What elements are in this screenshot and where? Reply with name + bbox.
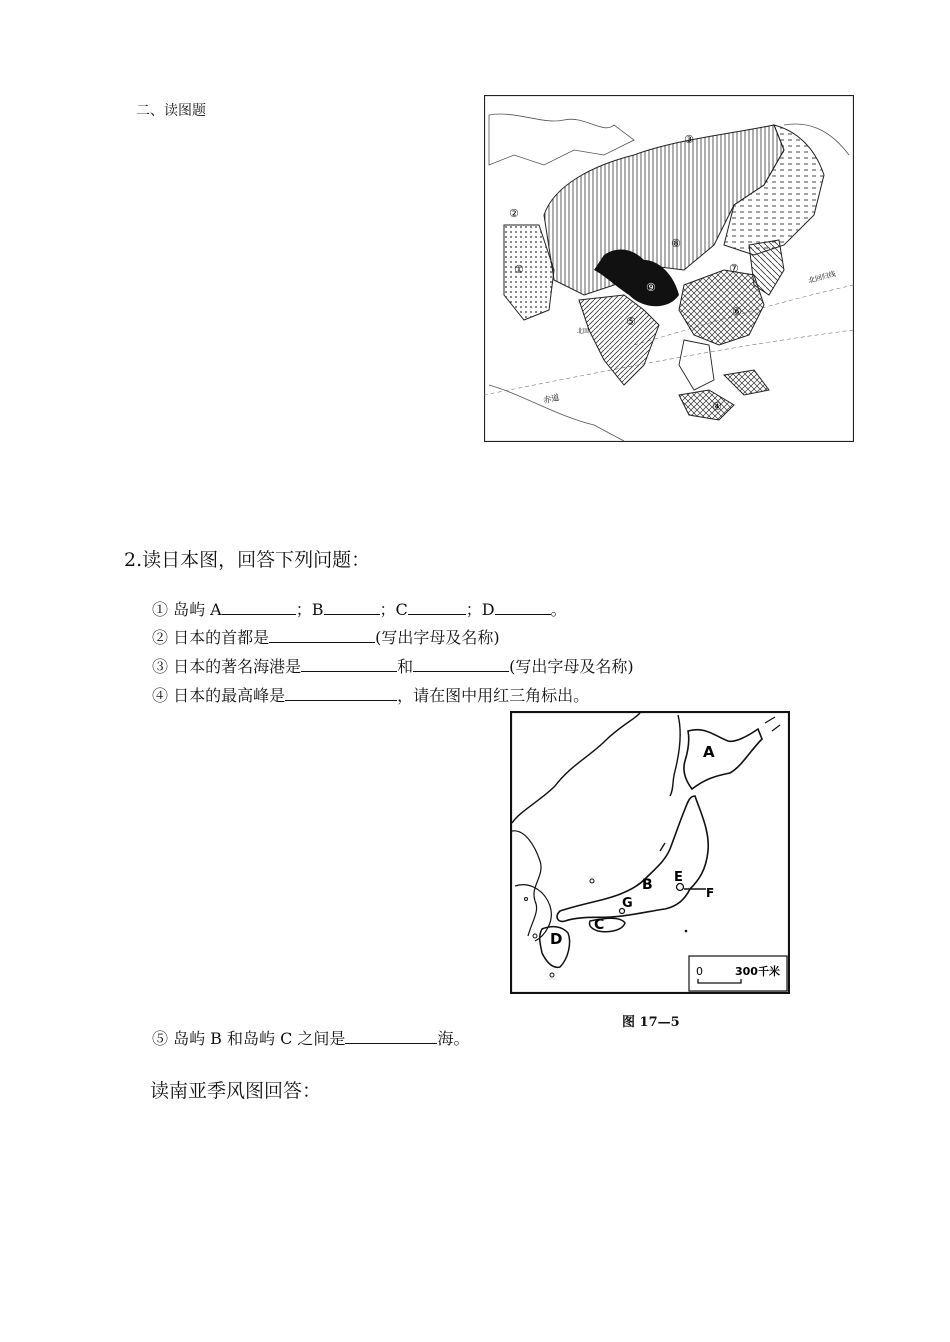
zone-label: ③ (684, 133, 694, 146)
answer-blank-peak[interactable] (285, 686, 397, 701)
answer-blank-a[interactable] (222, 600, 296, 615)
scale-label: 300千米 (735, 965, 780, 978)
answer-blank-capital[interactable] (269, 628, 375, 643)
tropic-label: 北回归线 (807, 269, 837, 285)
island-label-a: A (703, 743, 715, 761)
answer-blank-sea[interactable] (345, 1029, 437, 1044)
question-item-4: ④ 日本的最高峰是 ，请在图中用红三角标出。 (152, 686, 590, 705)
city-label-f: F (706, 886, 715, 900)
zone-label: ④ (712, 400, 722, 413)
asia-climate-map (484, 95, 854, 442)
zone-label: ⑥ (732, 305, 742, 318)
answer-blank-d[interactable] (495, 600, 551, 615)
zone-label: ⑨ (646, 281, 656, 294)
island-label-b: B (642, 877, 653, 893)
question-item-1: ① 岛屿 A ；B ；C ；D 。 (152, 600, 567, 619)
japan-map (510, 711, 790, 994)
answer-blank-b[interactable] (324, 600, 380, 615)
answer-blank-c[interactable] (408, 600, 466, 615)
zone-label: ① (514, 263, 524, 276)
answer-blank-port-2[interactable] (413, 657, 509, 672)
question-item-3: ③ 日本的著名海港是 和 (写出字母及名称) (152, 657, 634, 676)
section-title: 二、读图题 (136, 103, 206, 119)
scale-zero: 0 (696, 965, 703, 978)
zone-label: ⑧ (671, 237, 681, 250)
question-item-5: ⑤ 岛屿 B 和岛屿 C 之间是 海。 (152, 1029, 470, 1048)
tropic-small-label: 北回 (577, 328, 590, 335)
zone-label: ⑤ (626, 315, 636, 328)
question-item-2: ② 日本的首都是 (写出字母及名称) (152, 628, 500, 647)
zone-label: ② (509, 207, 519, 220)
equator-label: 赤道 (542, 392, 561, 405)
city-label-e: E (674, 870, 683, 885)
south-asia-prompt: 读南亚季风图回答： (150, 1080, 322, 1102)
answer-blank-port-1[interactable] (301, 657, 397, 672)
question-2-title: 2.读日本图，回答下列问题： (124, 549, 371, 571)
zone-label: ⑦ (729, 262, 739, 275)
figure-caption: 图 17—5 (622, 1015, 680, 1030)
island-label-c: C (594, 917, 605, 933)
island-label-d: D (550, 930, 563, 948)
city-label-g: G (622, 896, 633, 911)
